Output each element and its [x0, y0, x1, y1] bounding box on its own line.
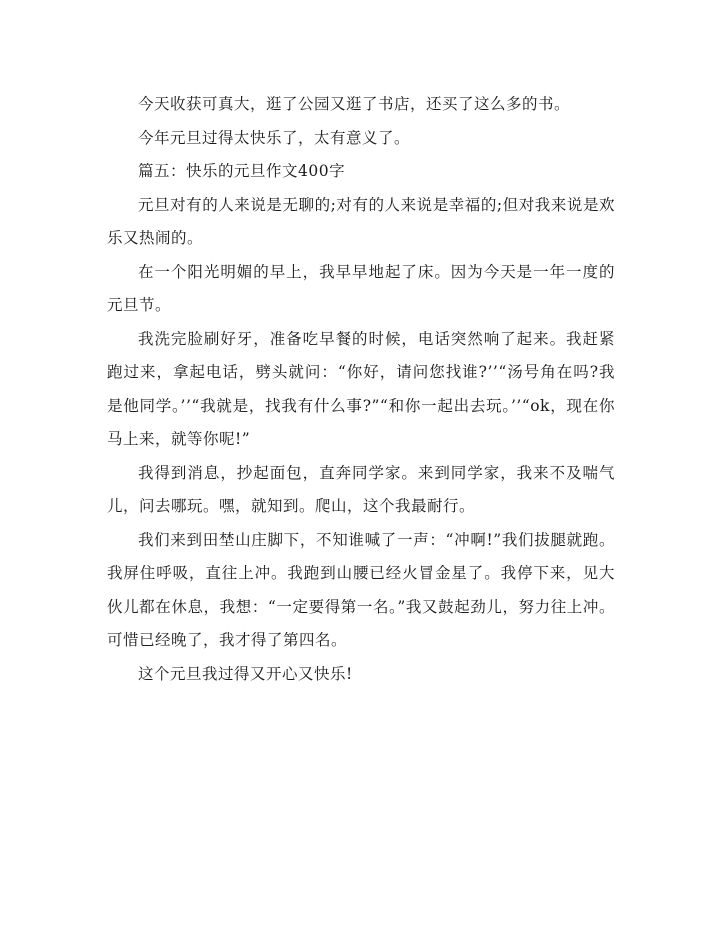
paragraph-4: 在一个阳光明媚的早上，我早早地起了床。因为今天是一年一度的元旦节。: [107, 262, 615, 314]
paragraph-3: 元旦对有的人来说是无聊的;对有的人来说是幸福的;但对我来说是欢乐又热闹的。: [107, 195, 615, 247]
paragraph-2: 今年元旦过得太快乐了，太有意义了。: [138, 128, 411, 147]
paragraph-8: 这个元旦我过得又开心又快乐!: [138, 664, 353, 683]
paragraph-5: 我洗完脸刷好牙，准备吃早餐的时候，电话突然响了起来。我赶紧跑过来，拿起电话，劈头就问：“你好，请问您找谁?’’“汤号角在吗?我是他同学。’’“我就是，找我有什么事?”“和你一起出去玩。’’“ok，现在你马上来，就等你呢!”: [107, 329, 615, 448]
document-body: [107, 88, 615, 691]
paragraph-6: 我得到消息，抄起面包，直奔同学家。来到同学家，我来不及喘气儿，问去哪玩。嘿，就知到。爬山，这个我最耐行。: [107, 463, 615, 515]
paragraph-7: 我们来到田埜山庄脚下，不知谁喊了一声：“冲啊!”我们拔腿就跑。我屏住呼吸，直往上冲。我跑到山腰已经火冒金星了。我停下来，见大伙儿都在休息，我想：“一定要得第一名。”我又鼓起劲儿，努力往上冲。可惜已经晚了，我才得了第四名。: [107, 530, 615, 649]
section-heading: 篇五：快乐的元旦作文400字: [138, 162, 346, 180]
paragraph-1: 今天收获可真大，逛了公园又逛了书店，还买了这么多的书。: [138, 95, 571, 113]
